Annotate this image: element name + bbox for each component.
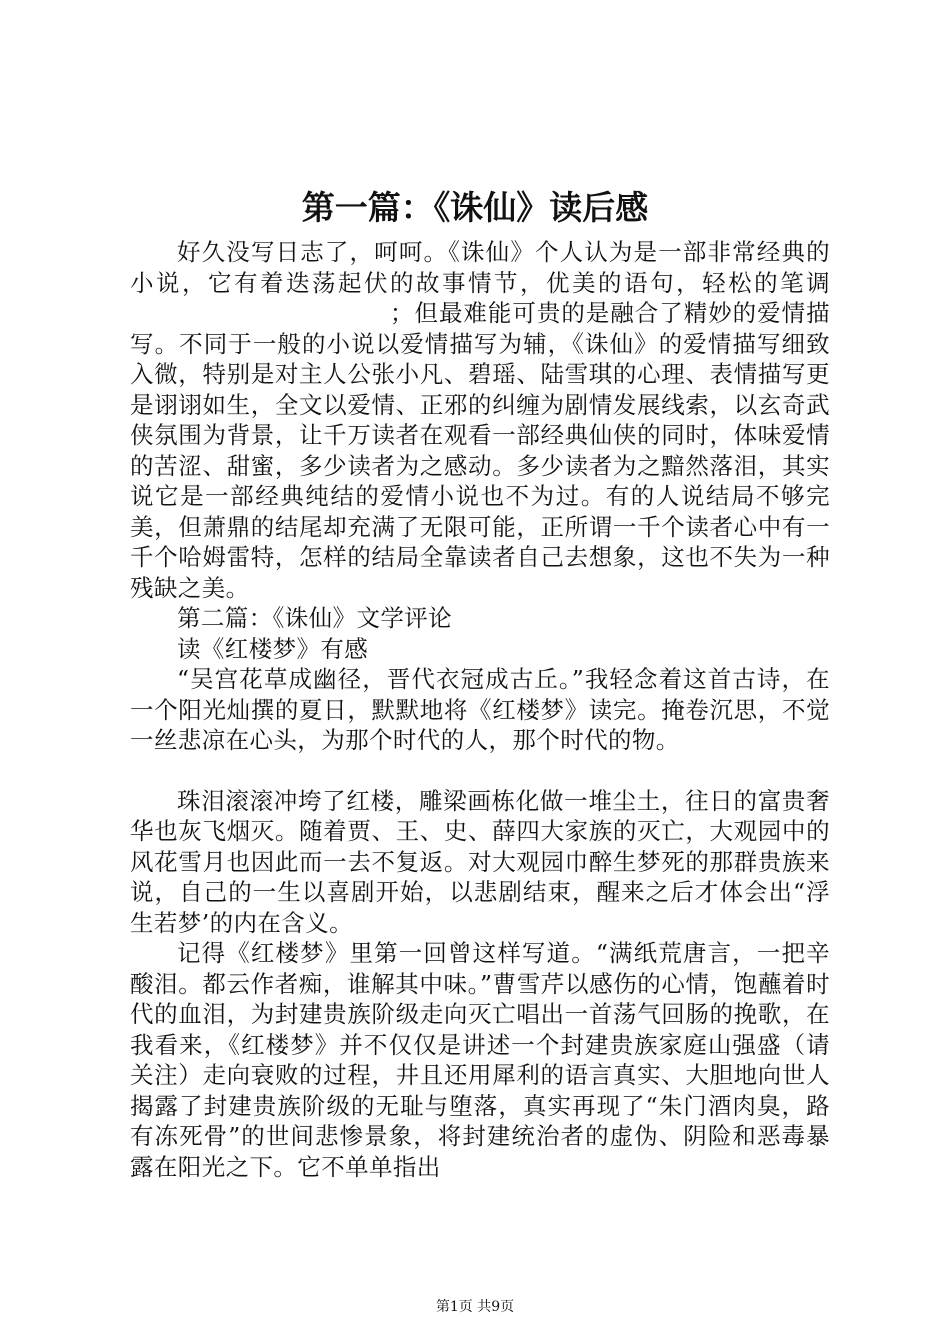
- document-body: [130, 237, 830, 1182]
- page-footer: 第1页 共9页: [435, 1299, 515, 1315]
- section-heading-2: 第二篇：《诛仙》文学评论: [177, 604, 453, 632]
- paragraph-4: “吴宫花草成幽径，晋代衣冠成古丘。”我轻念着这首古诗，在一个阳光灿撰的夏日，默默地将《红楼梦》读完。掩卷沉思，不觉一丝悲凉在心头，为那个时代的人，那个时代的物。: [130, 665, 830, 754]
- paragraph-6: 记得《红楼梦》里第一回曾这样写道。“满纸荒唐言，一把辛酸泪。都云作者痴，谁解其中味。”曹雪芹以感伤的心情，饱蘸着时代的血泪，为封建贵族阶级走向灭亡唱出一首荡气回肠的挽歌，在我看来，《红楼梦》并不仅仅是讲述一个封建贵族家庭山强盛（请关注）走向衰败的过程，井且还用犀利的语言真实、大胆地向世人揭露了封建贵族阶级的无耻与堕落，真实再现了“朱门酒肉臭，路有冻死骨”的世间悲惨景象，将封建统治者的虚伪、阴险和恶毒暴露在阳光之下。它不单单指出: [130, 939, 830, 1181]
- paragraph-1-part-b: ；但最难能可贵的是融合了精妙的爱情描写。不同于一般的小说以爱情描写为辅，《诛仙》的爱情描写细致入微，特别是对主人公张小凡、碧瑶、陆雪琪的心理、表情描写更是诩诩如生，全文以爱情、正邪的纠缠为剧情发展线索，以玄奇武侠氛围为背景，让千万读者在观看一部经典仙侠的同时，体味爱情的苦涩、甜蜜，多少读者为之感动。多少读者为之黯然落泪，其实说它是一部经典纯结的爱情小说也不为过。有的人说结局不够完美，但萧鼎的结尾却充满了无限可能，正所谓一千个读者心中有一千个哈姆雷特，怎样的结局全靠读者自己去想象，这也不失为一种残缺之美。: [130, 299, 830, 602]
- paragraph-1-part-a: 好久没写日志了，呵呵。《诛仙》个人认为是一部非常经典的小说，它有着迭荡起伏的故事情节，优美的语句，轻松的笔调: [130, 238, 830, 297]
- section-subheading: 读《红楼梦》有感: [177, 634, 369, 663]
- document-title: 第一篇：《诛仙》读后感: [301, 188, 649, 227]
- paragraph-5: 珠泪滚滚冲垮了红楼，雕梁画栋化做一堆尘土，往日的富贵奢华也灰飞烟灭。随着贾、王、史、薛四大家族的灭亡，大观园中的风花雪月也因此而一去不复返。对大观园巾醉生梦死的那群贵族来说，自己的一生以喜剧开始，以悲剧结束，醒来之后才体会出“浮生若梦’的内在含义。: [130, 786, 830, 937]
- paragraph-spacer: [130, 756, 830, 786]
- paragraph-1: [130, 237, 830, 603]
